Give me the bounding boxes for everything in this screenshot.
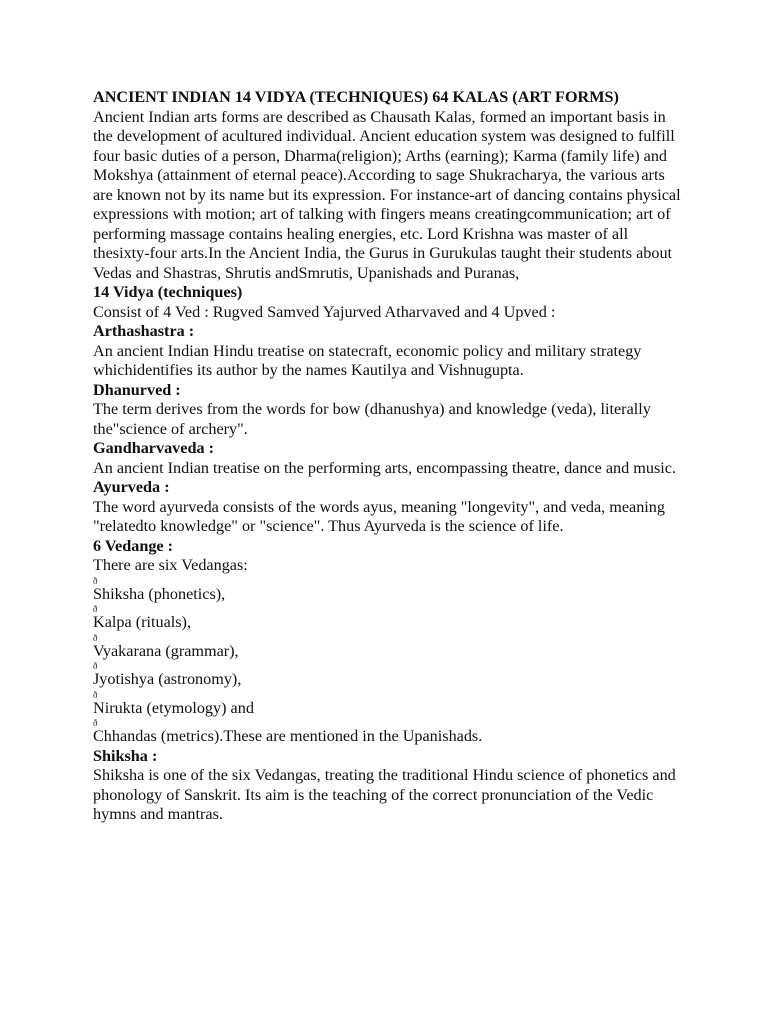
vidya-text: Consist of 4 Ved : Rugved Samved Yajurved Atharvaved and 4 Upved :: [93, 302, 556, 321]
arthashastra-text: An ancient Indian Hindu treatise on statecraft, economic policy and military strategy whichidentifies its author by the names Kautilya and Vishnugupta.: [93, 341, 642, 379]
list-item-text: Shiksha (phonetics),: [93, 584, 226, 603]
intro-paragraph: Ancient Indian arts forms are described as Chausath Kalas, formed an important basis in the development of acultured individual. Ancient education system was designed to fulfill four basic duties of a person, Dharma(religion); Arths (earning); Karma (family life) and Mokshya (attainment of eternal peace).According to sage Shukracharya, the various arts are known not by its name but its expression. For instance-art of dancing contains physical expressions with motion; art of talking with fingers means creatingcommunication; art of performing massage contains healing energies, etc. Lord Krishna was master of all thesixty-four arts.In the Ancient India, the Gurus in Gurukulas taught their students about Vedas and Shastras, Shrutis andSmrutis, Upanishads and Puranas,: [93, 107, 681, 282]
bullet-icon: ð: [93, 689, 98, 700]
list-item: [93, 633, 683, 662]
list-item-text: Jyotishya (astronomy),: [93, 670, 242, 688]
document-title: ANCIENT INDIAN 14 VIDYA (TECHNIQUES) 64 KALAS (ART FORMS): [93, 88, 619, 106]
bullet-icon: ð: [93, 718, 98, 728]
ayurveda-heading: Ayurveda :: [93, 478, 170, 496]
ayurveda-text: The word ayurveda consists of the words ayus, meaning "longevity", and veda, meaning "relatedto knowledge" or "science". Thus Ayurveda is the science of life.: [93, 497, 665, 535]
list-item-text: Vyakarana (grammar),: [93, 641, 239, 660]
vedange-intro: There are six Vedangas:: [93, 556, 248, 574]
gandharvaveda-heading: Gandharvaveda :: [93, 439, 214, 457]
vidya-heading: 14 Vidya (techniques): [93, 283, 243, 301]
list-item: [93, 576, 683, 605]
gandharvaveda-text: An ancient Indian treatise on the performing arts, encompassing theatre, dance and music.: [93, 458, 676, 477]
list-item-text: Kalpa (rituals),: [93, 613, 191, 631]
dhanurved-heading: Dhanurved :: [93, 380, 181, 399]
shiksha-heading: Shiksha :: [93, 746, 158, 765]
list-item-text: Nirukta (etymology) and: [93, 698, 254, 717]
list-item: [93, 718, 683, 747]
bullet-icon: ð: [93, 661, 98, 671]
document-body: [93, 88, 683, 825]
list-item: [93, 604, 683, 633]
dhanurved-text: The term derives from the words for bow (dhanushya) and knowledge (veda), literally the"science of archery".: [93, 400, 651, 438]
list-item: [93, 661, 683, 690]
vedange-heading: 6 Vedange :: [93, 536, 174, 555]
bullet-icon: ð: [93, 575, 98, 586]
vedanga-list: [93, 576, 683, 747]
shiksha-text: Shiksha is one of the six Vedangas, treating the traditional Hindu science of phonetics and phonology of Sanskrit. Its aim is the teaching of the correct pronunciation of the Vedic hymns and mantras.: [93, 766, 676, 823]
list-item: [93, 690, 683, 719]
arthashastra-heading: Arthashastra :: [93, 322, 195, 340]
bullet-icon: ð: [93, 632, 98, 643]
list-item-text: Chhandas (metrics).These are mentioned in the Upanishads.: [93, 727, 483, 745]
bullet-icon: ð: [93, 604, 98, 614]
